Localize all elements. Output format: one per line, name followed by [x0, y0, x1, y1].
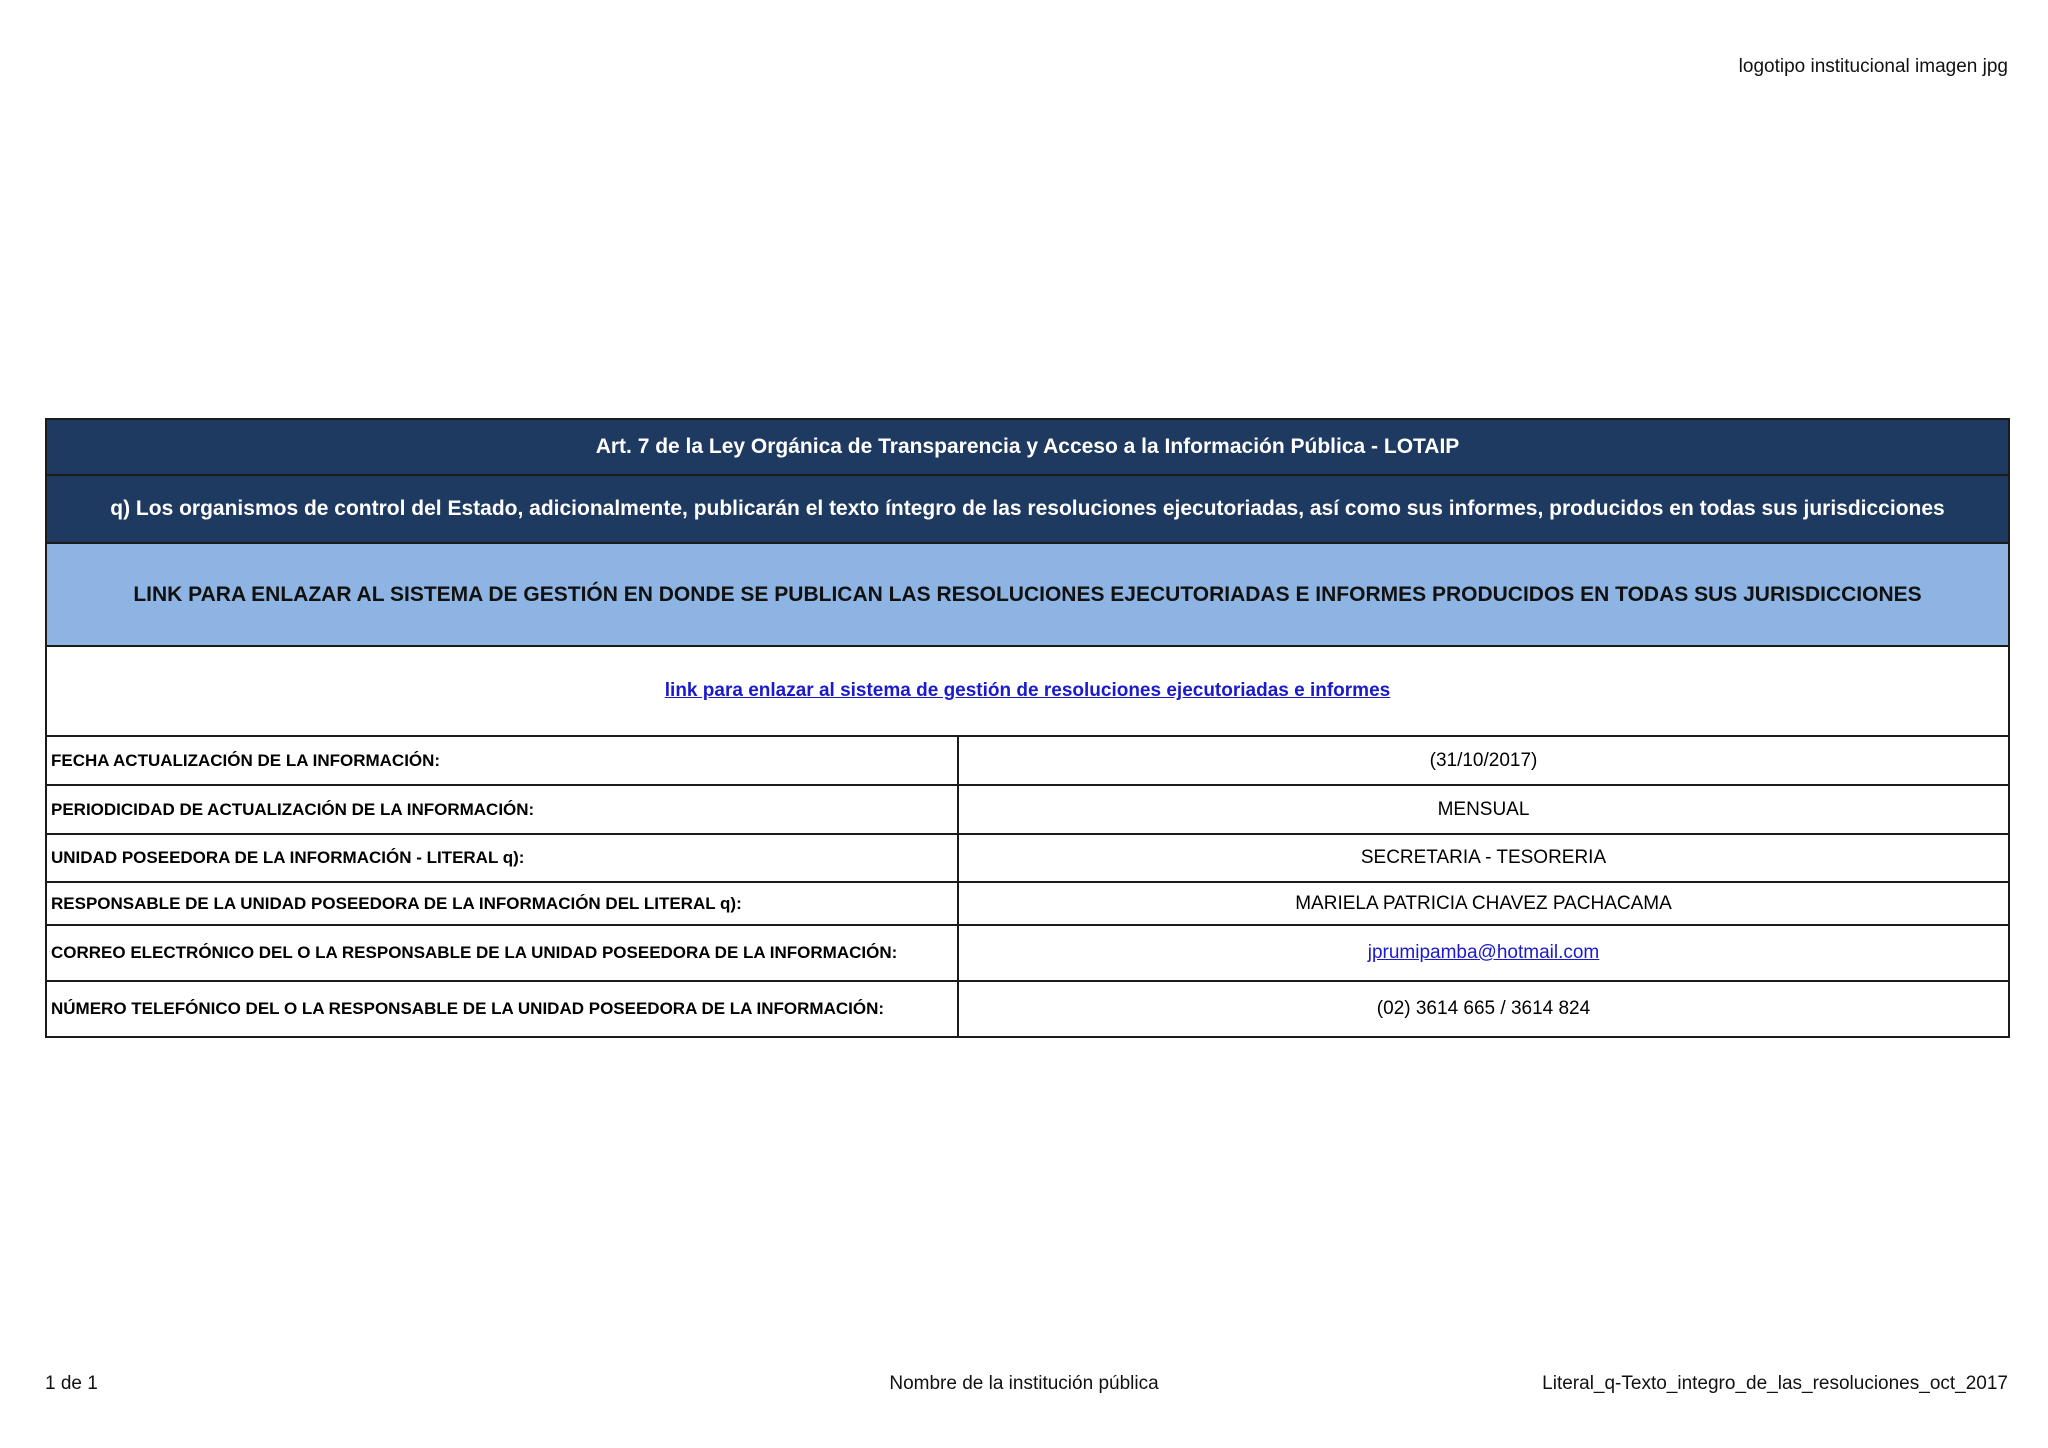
lotaip-table: [45, 418, 2010, 1038]
table-row: [46, 834, 2009, 882]
literal-description: q) Los organismos de control del Estado, adicionalmente, publicarán el texto íntegro de las resoluciones ejecutoriadas, así como sus informes, producidos en todas sus jurisdicciones: [46, 475, 2009, 543]
update-date-value: (31/10/2017): [958, 736, 2009, 785]
resolutions-system-link[interactable]: link para enlazar al sistema de gestión de resoluciones ejecutoriadas e informes: [664, 680, 1391, 701]
link-row: [46, 646, 2009, 736]
responsible-label: RESPONSABLE DE LA UNIDAD POSEEDORA DE LA INFORMACIÓN DEL LITERAL q):: [46, 882, 958, 925]
periodicity-label: PERIODICIDAD DE ACTUALIZACIÓN DE LA INFORMACIÓN:: [46, 785, 958, 834]
update-date-label: FECHA ACTUALIZACIÓN DE LA INFORMACIÓN:: [46, 736, 958, 785]
document-filename: Literal_q-Texto_integro_de_las_resoluciones_oct_2017: [1542, 1373, 2008, 1394]
unit-value: SECRETARIA - TESORERIA: [958, 834, 2009, 882]
table-row: [46, 925, 2009, 981]
responsible-value: MARIELA PATRICIA CHAVEZ PACHACAMA: [958, 882, 2009, 925]
table-row: [46, 981, 2009, 1037]
page-number: 1 de 1: [45, 1373, 98, 1394]
phone-value: (02) 3614 665 / 3614 824: [958, 981, 2009, 1037]
article-row: [46, 419, 2009, 475]
logo-placeholder-text: logotipo institucional imagen jpg: [1738, 56, 2008, 77]
institution-name: Nombre de la institución pública: [889, 1373, 1159, 1394]
table-row: [46, 736, 2009, 785]
link-cell: [46, 646, 2009, 736]
table-row: [46, 785, 2009, 834]
table-row: [46, 882, 2009, 925]
email-link[interactable]: jprumipamba@hotmail.com: [1367, 942, 1600, 963]
link-heading: LINK PARA ENLAZAR AL SISTEMA DE GESTIÓN EN DONDE SE PUBLICAN LAS RESOLUCIONES EJECUTORIADAS E INFORMES PRODUCIDOS EN TODAS SUS JURISDICCIONES: [46, 543, 2009, 646]
phone-label: NÚMERO TELEFÓNICO DEL O LA RESPONSABLE DE LA UNIDAD POSEEDORA DE LA INFORMACIÓN:: [46, 981, 958, 1037]
literal-row: [46, 475, 2009, 543]
article-title: Art. 7 de la Ley Orgánica de Transparencia y Acceso a la Información Pública - LOTAIP: [46, 419, 2009, 475]
unit-label: UNIDAD POSEEDORA DE LA INFORMACIÓN - LITERAL q):: [46, 834, 958, 882]
email-label: CORREO ELECTRÓNICO DEL O LA RESPONSABLE DE LA UNIDAD POSEEDORA DE LA INFORMACIÓN:: [46, 925, 958, 981]
periodicity-value: MENSUAL: [958, 785, 2009, 834]
link-heading-row: [46, 543, 2009, 646]
email-cell: [958, 925, 2009, 981]
